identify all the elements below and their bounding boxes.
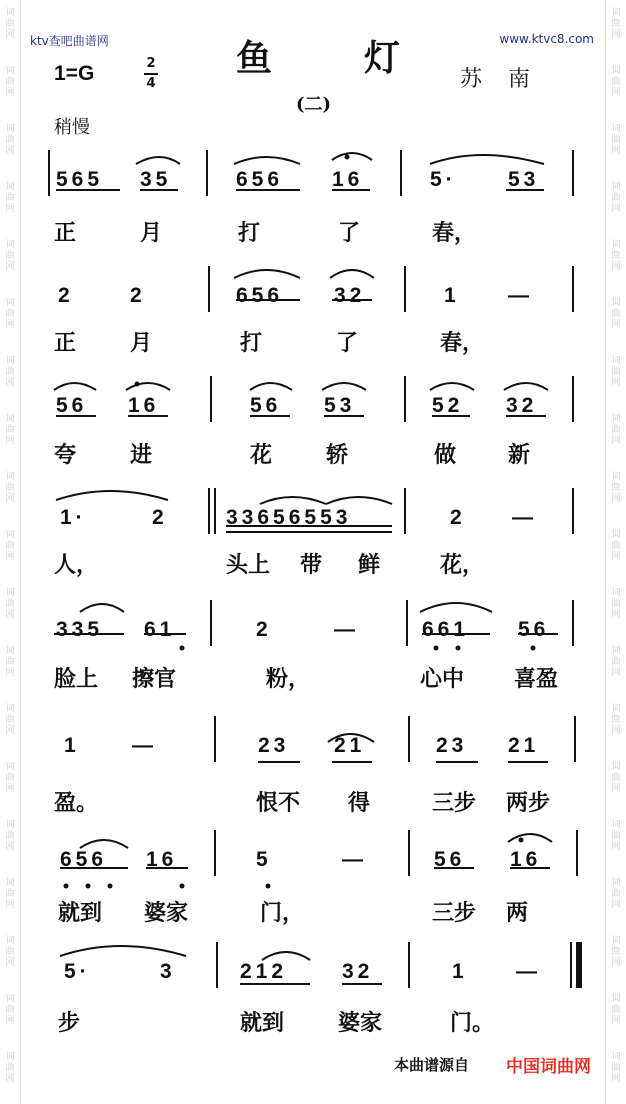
lyric: 鲜 <box>358 552 381 578</box>
lyric: 心中 <box>420 666 465 692</box>
lyric: 花 <box>250 442 273 468</box>
watermark-text: 词曲网 <box>5 936 15 968</box>
lyric: 了 <box>336 330 359 356</box>
lyric: 就到 <box>58 900 103 926</box>
note-group: 1 <box>444 284 460 307</box>
watermark-text: 词曲网 <box>611 530 621 562</box>
note-group: 2 <box>130 284 146 307</box>
note-group: 56 <box>434 848 466 871</box>
lyric: 三步 <box>432 900 477 926</box>
note-group: 21 <box>508 734 540 757</box>
note-group: 53 <box>508 168 540 191</box>
note-group: — <box>516 960 541 983</box>
lyric: 做 <box>434 442 457 468</box>
watermark-text: 词曲网 <box>611 182 621 214</box>
watermark-text: 词曲网 <box>5 704 15 736</box>
note-group: 1 <box>452 960 468 983</box>
lyric: 粉， <box>266 666 311 692</box>
watermark-text: 词曲网 <box>5 124 15 156</box>
lyric: 正 <box>54 330 77 356</box>
watermark-text: 词曲网 <box>611 994 621 1026</box>
watermark-text: 词曲网 <box>611 414 621 446</box>
time-signature-top: 2 <box>146 56 156 71</box>
lyric: 带 <box>300 552 323 578</box>
watermark-text: 词曲网 <box>611 820 621 852</box>
lyric: 正 <box>54 220 77 246</box>
lyric: 婆家 <box>338 1010 383 1036</box>
lyric: 步 <box>58 1010 81 1036</box>
note-group: 56 <box>56 394 88 417</box>
watermark-text: 词曲网 <box>611 588 621 620</box>
lyric: 两步 <box>506 790 551 816</box>
lyric: 三步 <box>432 790 477 816</box>
tempo-marking: 稍慢 <box>54 117 90 138</box>
brand-link[interactable]: 中国词曲网 <box>506 1057 591 1077</box>
note-group: 2 <box>58 284 74 307</box>
note-group: 32 <box>342 960 374 983</box>
note-group: 5 <box>256 848 272 871</box>
watermark-text: 词曲网 <box>611 704 621 736</box>
note-group: — <box>342 848 367 871</box>
note-group: 21 <box>334 734 366 757</box>
lyric: 门。 <box>450 1010 495 1036</box>
lyric: 就到 <box>240 1010 285 1036</box>
note-group: 35 <box>140 168 172 191</box>
lyric: 喜盈 <box>514 666 559 692</box>
watermark-text: 词曲网 <box>5 530 15 562</box>
note-group: 2 <box>450 506 466 529</box>
time-signature <box>144 56 158 92</box>
lyric: 脸上 <box>54 666 99 692</box>
note-group: 656 <box>236 168 284 191</box>
watermark-text: 词曲网 <box>5 414 15 446</box>
note-group: 2 <box>152 506 168 529</box>
note-group: — <box>132 734 157 757</box>
site-url-right[interactable]: www.ktvc8.com <box>499 32 594 46</box>
watermark-text: 词曲网 <box>611 472 621 504</box>
watermark-text: 词曲网 <box>5 356 15 388</box>
lyric: 进 <box>130 442 153 468</box>
note-group: 56 <box>518 618 550 641</box>
note-group: 16 <box>128 394 160 417</box>
note-group: 5· <box>64 960 91 983</box>
lyric: 婆家 <box>144 900 189 926</box>
lyric: 恨不 <box>256 790 301 816</box>
watermark-text: 词曲网 <box>5 878 15 910</box>
lyric: 春， <box>440 330 485 356</box>
watermark-text: 词曲网 <box>5 182 15 214</box>
lyric: 盈。 <box>54 790 99 816</box>
song-region: 苏南 <box>460 67 557 92</box>
watermark-text: 词曲网 <box>5 820 15 852</box>
note-group: 16 <box>332 168 364 191</box>
note-group: 661 <box>422 618 470 641</box>
note-group: 16 <box>146 848 178 871</box>
note-group: 565 <box>56 168 104 191</box>
lyric: 头上 <box>226 552 271 578</box>
watermark-text: 词曲网 <box>5 1052 15 1084</box>
watermark-text: 词曲网 <box>611 66 621 98</box>
note-group: 2 <box>256 618 272 641</box>
note-group: 1 <box>64 734 80 757</box>
watermark-text: 词曲网 <box>5 994 15 1026</box>
watermark-text: 词曲网 <box>5 646 15 678</box>
watermark-text: 词曲网 <box>611 646 621 678</box>
key-signature: 1=G <box>54 62 95 85</box>
note-group: 61 <box>144 618 176 641</box>
lyric: 夸 <box>54 442 77 468</box>
note-group: 212 <box>240 960 288 983</box>
note-group: 335 <box>56 618 104 641</box>
source-label: 本曲谱源自 <box>394 1056 470 1074</box>
note-group: 23 <box>436 734 468 757</box>
watermark-text: 词曲网 <box>5 472 15 504</box>
lyric: 打 <box>238 220 261 246</box>
song-title: 鱼灯 <box>236 37 493 79</box>
lyric: 门， <box>260 900 305 926</box>
lyric: 轿 <box>326 442 349 468</box>
note-group: 56 <box>250 394 282 417</box>
note-group: 3 <box>160 960 176 983</box>
note-group: 32 <box>506 394 538 417</box>
note-group: 53 <box>324 394 356 417</box>
watermark-text: 词曲网 <box>611 1052 621 1084</box>
watermark-text: 词曲网 <box>611 762 621 794</box>
lyric: 花， <box>440 552 485 578</box>
watermark-text: 词曲网 <box>611 356 621 388</box>
note-group: — <box>334 618 359 641</box>
lyric: 擦官 <box>132 666 177 692</box>
note-group: 16 <box>510 848 542 871</box>
watermark-text: 词曲网 <box>611 124 621 156</box>
lyric: 春， <box>432 220 477 246</box>
lyric: 人， <box>54 552 99 578</box>
note-group: 52 <box>432 394 464 417</box>
watermark-text: 词曲网 <box>611 8 621 40</box>
watermark-text: 词曲网 <box>5 298 15 330</box>
watermark-text: 词曲网 <box>5 588 15 620</box>
note-group: — <box>512 506 537 529</box>
note-group: 23 <box>258 734 290 757</box>
lyric: 月 <box>130 330 153 356</box>
lyric: 新 <box>508 442 531 468</box>
note-group: 33656553 <box>226 506 352 529</box>
watermark-text: 词曲网 <box>5 66 15 98</box>
watermark-text: 词曲网 <box>611 936 621 968</box>
time-signature-bottom: 4 <box>146 76 156 91</box>
watermark-text: 词曲网 <box>5 8 15 40</box>
lyric: 打 <box>240 330 263 356</box>
watermark-text: 词曲网 <box>611 240 621 272</box>
note-group: 656 <box>60 848 108 871</box>
lyric: 两 <box>506 900 529 926</box>
lyric: 了 <box>338 220 361 246</box>
watermark-text: 词曲网 <box>611 298 621 330</box>
watermark-text: 词曲网 <box>611 878 621 910</box>
note-group: 5· <box>430 168 457 191</box>
watermark-text: 词曲网 <box>5 240 15 272</box>
note-group: — <box>508 284 533 307</box>
note-group: 1· <box>60 506 87 529</box>
lyric: 得 <box>348 790 371 816</box>
note-group: 32 <box>334 284 366 307</box>
watermark-text: 词曲网 <box>5 762 15 794</box>
site-name-left[interactable]: ktv查吧曲谱网 <box>30 34 109 48</box>
lyric: 月 <box>140 220 163 246</box>
song-subtitle: (二) <box>296 94 332 115</box>
note-group: 656 <box>236 284 284 307</box>
